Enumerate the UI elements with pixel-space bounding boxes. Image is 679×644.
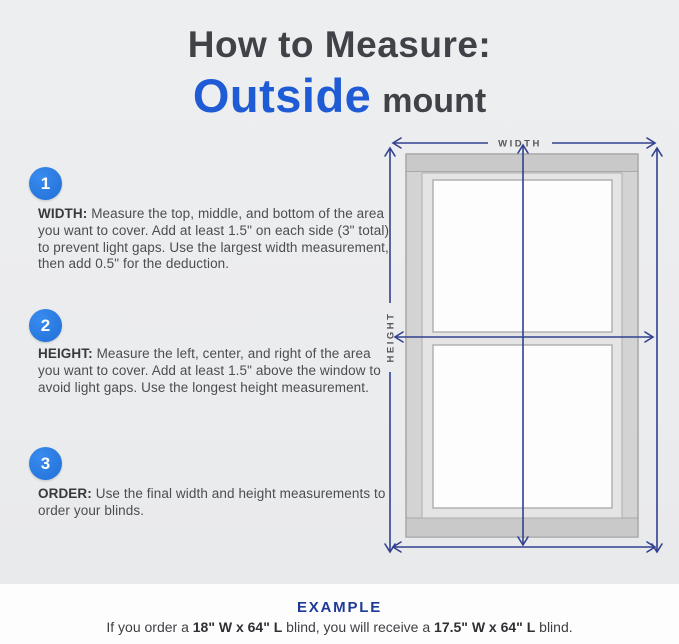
step-1-body: Measure the top, middle, and bottom of the area you want to cover. Add at least 1.5" on each side (3" total) to prevent light gaps. Use the largest width measurement, then add 0.5" for the deduction. [38,206,390,272]
window-illustration [406,154,638,537]
step-2-label: HEIGHT: [38,346,93,361]
example-footer [0,584,679,644]
title-line1: How to Measure: [187,24,492,65]
example-suffix: blind. [535,619,573,635]
window-measurement-diagram [375,135,675,575]
step-1-badge [29,167,62,200]
step-3-body: Use the final width and height measurements to order your blinds. [38,486,386,518]
example-prefix: If you order a [106,619,193,635]
title-line2 [0,68,679,123]
step-2-body: Measure the left, center, and right of the area you want to cover. Add at least 1.5" above the window to avoid light gaps. Use the longest height measurement. [38,346,381,395]
example-ordered-size: 18" W x 64" L [192,619,283,635]
step-3-badge [29,447,62,480]
window-sill [407,518,637,537]
page-title [0,24,679,123]
example-middle: blind, you will receive a [282,619,435,635]
step-1-label: WIDTH: [38,206,88,221]
title-suffix: mount [382,82,487,120]
step-3-number: 3 [40,453,51,473]
step-3-label: ORDER: [38,486,92,501]
step-2-text [38,346,390,396]
right-measure-arrow [652,148,662,552]
step-2-badge [29,309,62,342]
window-lintel [407,155,637,171]
height-measure-arrow [385,148,397,552]
height-label: HEIGHT [385,311,397,363]
example-heading: EXAMPLE [296,599,383,616]
width-label: WIDTH [498,138,542,150]
step-3-text [38,486,390,520]
title-highlight: Outside [192,69,372,122]
example-sentence [0,619,679,635]
step-1-number: 1 [40,173,51,193]
step-1-text [38,206,390,273]
step-2-number: 2 [40,315,51,335]
example-received-size: 17.5" W x 64" L [434,619,536,635]
